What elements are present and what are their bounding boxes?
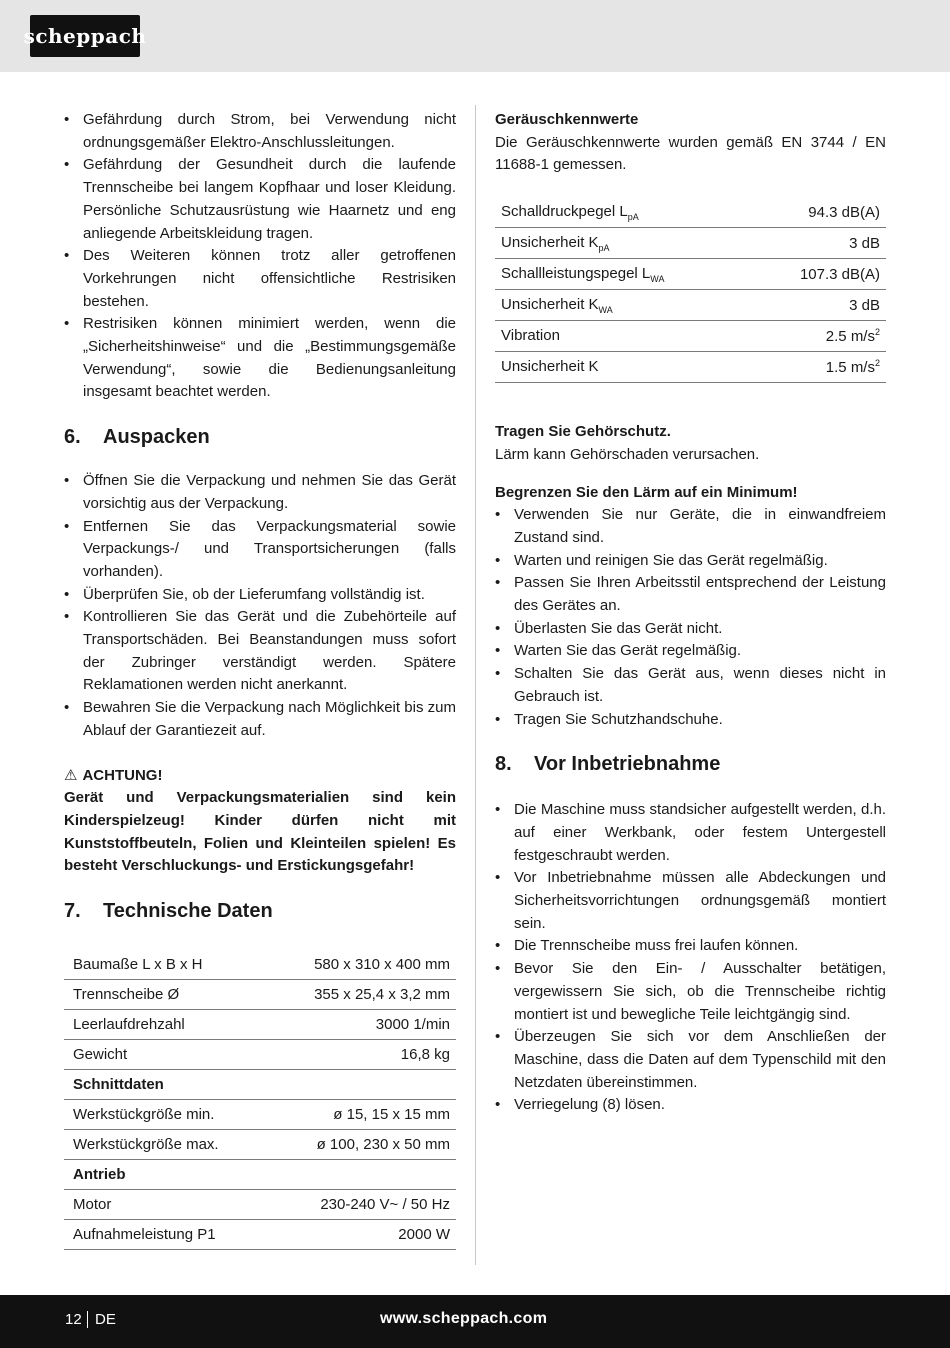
section-heading-auspacken	[64, 424, 456, 450]
list-item: • Warten Sie das Gerät regelmäßig.	[495, 640, 886, 663]
commissioning-list	[495, 799, 886, 1117]
page-header	[0, 0, 950, 72]
language-code: DE	[95, 1311, 116, 1328]
row-group-label: Schnittdaten	[64, 1070, 266, 1100]
list-item: • Öffnen Sie die Verpackung und nehmen Sie das Gerät vorsichtig aus der Verpackung.	[64, 470, 456, 515]
label-text: Unsicherheit K	[501, 233, 599, 251]
table-row	[495, 321, 886, 352]
row-value: 230-240 V~ / 50 Hz	[266, 1190, 456, 1220]
row-value: ø 15, 15 x 15 mm	[266, 1100, 456, 1130]
row-label	[495, 197, 751, 228]
table-row	[64, 1130, 456, 1160]
hearing-protection-text: Lärm kann Gehörschaden verursachen.	[495, 445, 760, 463]
table-row	[64, 1010, 456, 1040]
row-label: Leerlaufdrehzahl	[64, 1010, 266, 1040]
list-item: • Bewahren Sie die Verpackung nach Möglichkeit bis zum Ablauf der Garantiezeit auf.	[64, 697, 456, 742]
list-item: • Die Maschine muss standsicher aufgestellt werden, d.h. auf einer Werkbank, oder festem Untergestell festgeschraubt werden.	[495, 799, 886, 867]
noise-limit-list	[495, 504, 886, 731]
row-value: 3000 1/min	[266, 1010, 456, 1040]
table-row	[64, 1220, 456, 1250]
table-row	[495, 352, 886, 383]
warning-label: ACHTUNG!	[82, 766, 163, 784]
noise-limit-heading: Begrenzen Sie den Lärm auf ein Minimum!	[495, 483, 798, 501]
list-item: • Verwenden Sie nur Geräte, die in einwandfreiem Zustand sind.	[495, 504, 886, 549]
row-value: 580 x 310 x 400 mm	[266, 950, 456, 980]
list-item: • Entfernen Sie das Verpackungsmaterial sowie Verpackungs-/ und Transportsicherungen (falls vorhanden).	[64, 516, 456, 584]
table-row	[64, 950, 456, 980]
warning-block	[64, 765, 456, 879]
row-label: Baumaße L x B x H	[64, 950, 266, 980]
list-item: • Bevor Sie den Ein- / Ausschalter betätigen, vergewissern Sie sich, ob die Trennscheibe richtig montiert ist und bewegliche Teile leichtgängig sind.	[495, 958, 886, 1026]
table-row	[495, 228, 886, 259]
list-item: • Die Trennscheibe muss frei laufen können.	[495, 935, 886, 958]
row-label: Gewicht	[64, 1040, 266, 1070]
row-label	[495, 321, 751, 352]
right-column	[495, 109, 886, 1117]
section-title: Vor Inbetriebnahme	[534, 753, 721, 776]
hazard-list	[64, 109, 456, 404]
section-title: Technische Daten	[103, 900, 273, 923]
noise-intro: Die Geräuschkennwerte wurden gemäß EN 3744 / EN 11688-1 gemessen.	[495, 133, 886, 174]
row-value	[266, 1160, 456, 1190]
row-value: 2000 W	[266, 1220, 456, 1250]
list-item: • Restrisiken können minimiert werden, wenn die „Sicherheitshinweise“ und die „Bestimmungsgemäße Verwendung“, sowie die Bedienungsanleitung insgesamt beachtet werden.	[64, 313, 456, 404]
row-value	[751, 352, 886, 383]
section-title: Auspacken	[103, 426, 210, 449]
section-number: 8.	[495, 753, 512, 776]
noise-heading: Geräuschkennwerte	[495, 111, 639, 128]
list-item: • Überlasten Sie das Gerät nicht.	[495, 618, 886, 641]
row-label: Trennscheibe Ø	[64, 980, 266, 1010]
section-number: 7.	[64, 900, 81, 923]
unpacking-list	[64, 470, 456, 742]
warning-text: Gerät und Verpackungsmaterialien sind kein Kinderspielzeug! Kinder dürfen nicht mit Kunststoffbeuteln, Folien und Kleinteilen spielen! Es besteht Verschluckungs- und Erstickungsgefahr!	[64, 789, 456, 875]
scheppach-logo: scheppach	[30, 15, 140, 57]
row-value: 355 x 25,4 x 3,2 mm	[266, 980, 456, 1010]
section-number: 6.	[64, 426, 81, 449]
row-value	[751, 228, 886, 259]
table-row	[64, 980, 456, 1010]
value-text: 3 dB	[849, 297, 880, 315]
list-item: • Gefährdung der Gesundheit durch die laufende Trennscheibe bei langem Kopfhaar und loser Kleidung. Persönliche Schutzausrüstung wie Haarnetz und eng anliegende Arbeitskleidung tragen.	[64, 154, 456, 245]
row-label	[495, 290, 751, 321]
row-value	[751, 259, 886, 290]
table-row	[64, 1100, 456, 1130]
value-superscript: 2	[874, 327, 880, 338]
list-item: • Tragen Sie Schutzhandschuhe.	[495, 709, 886, 732]
label-text: Unsicherheit K	[501, 295, 599, 313]
label-text: Vibration	[501, 326, 560, 344]
list-item: • Verriegelung (8) lösen.	[495, 1094, 886, 1117]
row-label	[495, 228, 751, 259]
tech-data-table	[64, 950, 456, 1250]
row-label: Werkstückgröße min.	[64, 1100, 266, 1130]
warning-title	[64, 765, 456, 788]
list-item: • Schalten Sie das Gerät aus, wenn dieses nicht in Gebrauch ist.	[495, 663, 886, 708]
table-row	[495, 197, 886, 228]
page-footer	[0, 1295, 950, 1348]
row-label: Werkstückgröße max.	[64, 1130, 266, 1160]
label-subscript: pA	[627, 211, 639, 222]
value-text: 3 dB	[849, 235, 880, 253]
footer-separator	[87, 1311, 88, 1328]
row-value	[751, 197, 886, 228]
row-label	[495, 259, 751, 290]
page-number: 12	[65, 1311, 82, 1328]
column-divider	[475, 105, 476, 1265]
list-item: • Überprüfen Sie, ob der Lieferumfang vollständig ist.	[64, 584, 456, 607]
list-item: • Warten und reinigen Sie das Gerät regelmäßig.	[495, 550, 886, 573]
label-text: Schallleistungspegel L	[501, 264, 651, 282]
table-row	[64, 1190, 456, 1220]
row-label	[495, 352, 751, 383]
label-subscript: WA	[650, 273, 665, 284]
section-heading-vor-inbetriebnahme	[495, 751, 886, 777]
row-value	[751, 321, 886, 352]
hearing-protection-heading: Tragen Sie Gehörschutz.	[495, 423, 671, 441]
value-text: 2.5 m/s	[825, 328, 875, 346]
table-row	[495, 290, 886, 321]
warning-triangle-icon: ⚠	[64, 766, 78, 784]
row-label: Motor	[64, 1190, 266, 1220]
row-value	[266, 1070, 456, 1100]
list-item: • Passen Sie Ihren Arbeitsstil entsprechend der Leistung des Gerätes an.	[495, 572, 886, 617]
label-subscript: WA	[598, 304, 613, 315]
noise-table	[495, 197, 886, 383]
table-row	[64, 1040, 456, 1070]
list-item: • Des Weiteren können trotz aller getroffenen Vorkehrungen nicht offensichtliche Restrisiken bestehen.	[64, 245, 456, 313]
website-url: www.scheppach.com	[380, 1310, 548, 1327]
table-row	[495, 259, 886, 290]
table-row	[64, 1070, 456, 1100]
left-column	[64, 109, 456, 1250]
label-text: Unsicherheit K	[501, 357, 599, 375]
value-text: 107.3 dB(A)	[799, 266, 880, 284]
label-subscript: pA	[598, 242, 610, 253]
list-item: • Vor Inbetriebnahme müssen alle Abdeckungen und Sicherheitsvorrichtungen ordnungsgemäß montiert sein.	[495, 867, 886, 935]
list-item: • Kontrollieren Sie das Gerät und die Zubehörteile auf Transportschäden. Bei Beanstandungen muss sofort der Zubringer verständigt werden. Spätere Reklamationen werden nicht anerkannt.	[64, 606, 456, 697]
value-text: 1.5 m/s	[825, 359, 875, 377]
table-row	[64, 1160, 456, 1190]
label-text: Schalldruckpegel L	[501, 202, 628, 220]
row-value: 16,8 kg	[266, 1040, 456, 1070]
list-item: • Gefährdung durch Strom, bei Verwendung nicht ordnungsgemäßer Elektro-Anschlussleitungen.	[64, 109, 456, 154]
row-value	[751, 290, 886, 321]
row-label: Aufnahmeleistung P1	[64, 1220, 266, 1250]
value-superscript: 2	[874, 358, 880, 369]
section-heading-technische-daten	[64, 898, 456, 924]
list-item: • Überzeugen Sie sich vor dem Anschließen der Maschine, dass die Daten auf dem Typenschild mit den Netzdaten übereinstimmen.	[495, 1026, 886, 1094]
row-value: ø 100, 230 x 50 mm	[266, 1130, 456, 1160]
row-group-label: Antrieb	[64, 1160, 266, 1190]
value-text: 94.3 dB(A)	[808, 204, 880, 222]
